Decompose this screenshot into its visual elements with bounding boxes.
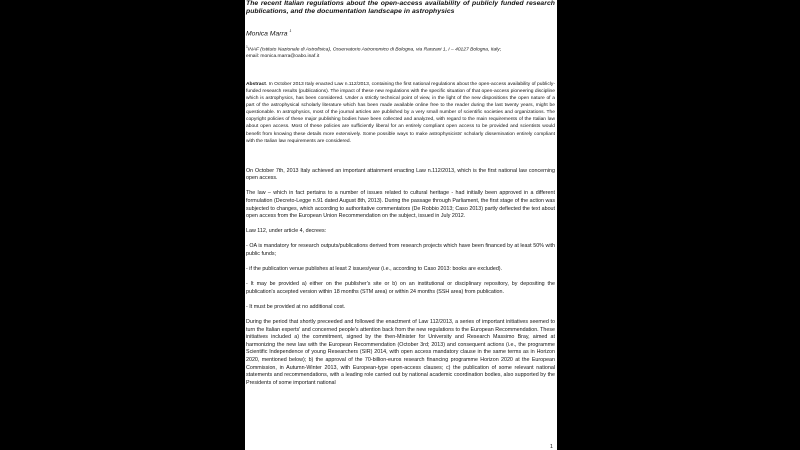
- list-item-no-cost: - It must be provided at no additional cost.: [246, 303, 346, 310]
- affiliation: [246, 44, 555, 54]
- paragraph-law-article: Law 112, under article 4, decrees:: [246, 228, 327, 235]
- affiliation-superscript: 1: [246, 44, 248, 49]
- paragraph-intro: On October 7th, 2013 Italy achieved an important attainment enacting Law n.112/2013, which is the first national law concerning open access.: [246, 167, 555, 182]
- abstract-text: . In October 2013 Italy enacted Law n.112/2013, containing the first national regulations about the open-access availability of publicly-funded research results (publications). The impact of these new regulations with the specific situation of that open-access pioneering discipline which is astrophysics, has been considered. Under a strictly technical point of view, in the light of the new dispositions the open nature of a part of the astrophysical scholarly literature which has been made available online free to the reader during the last twenty years, might be questionable. In astrophysics, most of the journal articles are published by a very small number of scientific societies and organizations. The copyright policies of these major publishing bodies have been collected and analyzed, with regard to the main requirements of the Italian law about open access. Most of these policies are sufficiently liberal for an entirely compliant open access to be provided and scientists would benefit from knowing these details more extensively. Some possible ways to make astrophysicists' scholarly dissemination entirely compliant with the Italian law requirements are considered.: [246, 81, 555, 144]
- paper-title: The recent Italian regulations about the open-access availability of publicly funded research publications, and the documentation landscape in astrophysics: [246, 0, 555, 16]
- abstract-label: Abstract: [246, 81, 266, 87]
- list-item-oa-mandatory: - OA is mandatory for research outputs/publications derived from research projects which have been financed by at least 50% with public funds;: [246, 243, 555, 257]
- author-email: email: monica.marra@oabo.inaf.it: [246, 54, 320, 60]
- page-number: 1: [550, 444, 553, 450]
- list-item-deposit: - It may be provided a) either on the publisher's site or b) on an institutional or disciplinary repository, by depositing the publication's accepted version within 18 months (STM area) or within 24 months (SSH area) from publication.: [246, 281, 555, 295]
- document-page: [245, 0, 557, 450]
- abstract: [246, 81, 555, 145]
- author-line: [246, 27, 555, 38]
- author-superscript: 1: [289, 29, 292, 34]
- paragraph-law-history: The law – which in fact pertains to a number of issues related to cultural heritage - had initially been approved in a different formulation (Decreto-Legge n.91 dated August 8th, 2013). During the passage through Parliament, the first stage of the action was subjected to changes, which according to authoritative commentators (De Robbio 2013; Caso 2013) partly deflected the text about open access from the European Union Recommendation on the subject, issued in July 2012.: [246, 190, 555, 220]
- affiliation-text: INAF (Istituto Nazionale di Astrofisica), Osservatorio Astronomico di Bologna, via Ranzani 1, I – 40127 Bologna, Italy;: [247, 47, 502, 53]
- author-name: Monica Marra: [246, 30, 288, 38]
- paragraph-initiatives: During the period that shortly preceeded and followed the enactment of Law 112/2013, a series of important initiatives seemed to turn the Italian experts' and concerned people's attention back from the new regulations to the European Recommendation. These initiatives included a) the commitment, signed by the then-Minister for University and Research Massimo Bray, aimed at harmonizing the new law with the European Recommendation (October 3rd; 2013) and consequent actions (i.e., the programme Scientific Independence of young Researchers (SIR) 2014, with open access mandatory clause in the same terms as in Horizon 2020, mentioned below); b) the approval of the 70-billion-euros research financing programme Horizon 2020 at the European Commission, in Autumn-Winter 2013, with European-type open-access clauses; c) the publication of some relevant national statements and recommendations, with a leading role carried out by national academic coordination bodies, also supported by the Presidents of some important national: [246, 318, 555, 386]
- page-content: [246, 0, 555, 387]
- list-item-publication-venue: - if the publication venue publishes at least 2 issues/year (i.e., according to Caso 2013: books are excluded).: [246, 266, 503, 273]
